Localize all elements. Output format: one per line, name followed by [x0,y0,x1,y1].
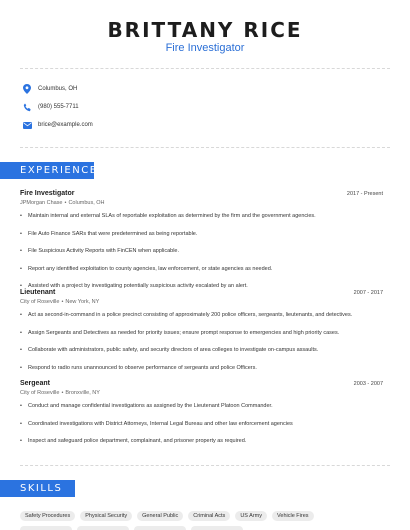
bullet-item: • Inspect and safeguard police department, complainant, and prisoner property as required. [20,437,383,446]
bullet-item: • Collaborate with administrators, public safety, and security directors of area colleges to investigate on-campus assaults. [20,346,383,355]
job-title: Lieutenant [20,289,56,296]
resume-name: BRITTANY RICE [107,18,303,42]
job-entry [20,289,383,381]
bullet-item: • Coordinated investigations with District Attorneys, Internal Legal Bureau and other law enforcement agencies [20,420,383,429]
bullet-item: • Act as second-in-command in a police precinct consisting of approximately 200 police officers, sergeants, lieutenants, and detectives. [20,311,383,320]
envelope-icon [20,118,34,132]
skill-tag: Safety Procedures [20,511,75,521]
experience-heading: EXPERIENCE [0,162,94,179]
job-employer: City of Roseville • Bronxville, NY [20,390,100,396]
contact-location [20,82,77,96]
skills-heading: SKILLS [0,480,75,497]
job-company: City of Roseville [20,299,60,305]
job-bullets [20,402,383,446]
job-entry [20,190,383,300]
divider [20,147,390,148]
bullet-item: • Maintain internal and external SLAs of reportable exploitation as determined by the firm and the government agencies. [20,212,383,221]
phone-icon [20,100,34,114]
job-location: Columbus, OH [68,200,105,206]
skills-list-overflow [20,526,390,530]
bullet-item: • Report any identified exploitation to county agencies, law enforcement, or state agencies as needed. [20,265,383,274]
resume-job-title: Fire Investigator [165,42,245,54]
job-bullets [20,311,383,372]
contact-phone [20,100,79,114]
job-entry [20,380,383,455]
job-location: New York, NY [65,299,100,305]
divider [20,465,390,466]
skill-tag-cropped [77,526,129,530]
divider [20,68,390,69]
job-dates: 2017 - Present [346,191,383,197]
job-company: JPMorgan Chase [20,200,63,206]
contact-phone-text: (980) 555-7711 [38,104,79,110]
job-title: Sergeant [20,380,50,387]
job-dates: 2003 - 2007 [353,381,383,387]
skill-tag: Physical Security [80,511,132,521]
map-pin-icon [20,82,34,96]
job-bullets [20,212,383,291]
skill-tag: Criminal Acts [188,511,230,521]
bullet-item: • File Suspicious Activity Reports with FinCEN when applicable. [20,247,383,256]
skill-tag: Vehicle Fires [272,511,314,521]
bullet-item: • Conduct and manage confidential investigations as assigned by the Lieutenant Platoon Commander. [20,402,383,411]
skill-tag-cropped [191,526,243,530]
bullet-item: • Respond to radio runs unannounced to observe performance of sergeants and police Officers. [20,364,383,373]
contact-location-text: Columbus, OH [38,86,78,92]
job-location: Bronxville, NY [65,390,100,396]
bullet-item: • Assisted with a project by investigating potentially suspicious activity escalated by an alert. [20,282,383,291]
job-company: City of Roseville [20,390,60,396]
bullet-item: • Assign Sergeants and Detectives as needed for priority issues; ensure prompt response to emergencies and high priority cases. [20,329,383,338]
skill-tag: US Army [235,511,267,521]
skill-tag: General Public [137,511,183,521]
job-title: Fire Investigator [20,190,75,197]
contact-email [20,118,93,132]
bullet-item: • File Auto Finance SARs that were predetermined as being reportable. [20,230,383,239]
job-employer: City of Roseville • New York, NY [20,299,100,305]
job-employer: JPMorgan Chase • Columbus, OH [20,200,105,206]
skill-tag-cropped [20,526,72,530]
job-dates: 2007 - 2017 [353,290,383,296]
skills-list [20,511,390,521]
contact-email-text: brice@example.com [38,122,93,128]
skill-tag-cropped [134,526,186,530]
